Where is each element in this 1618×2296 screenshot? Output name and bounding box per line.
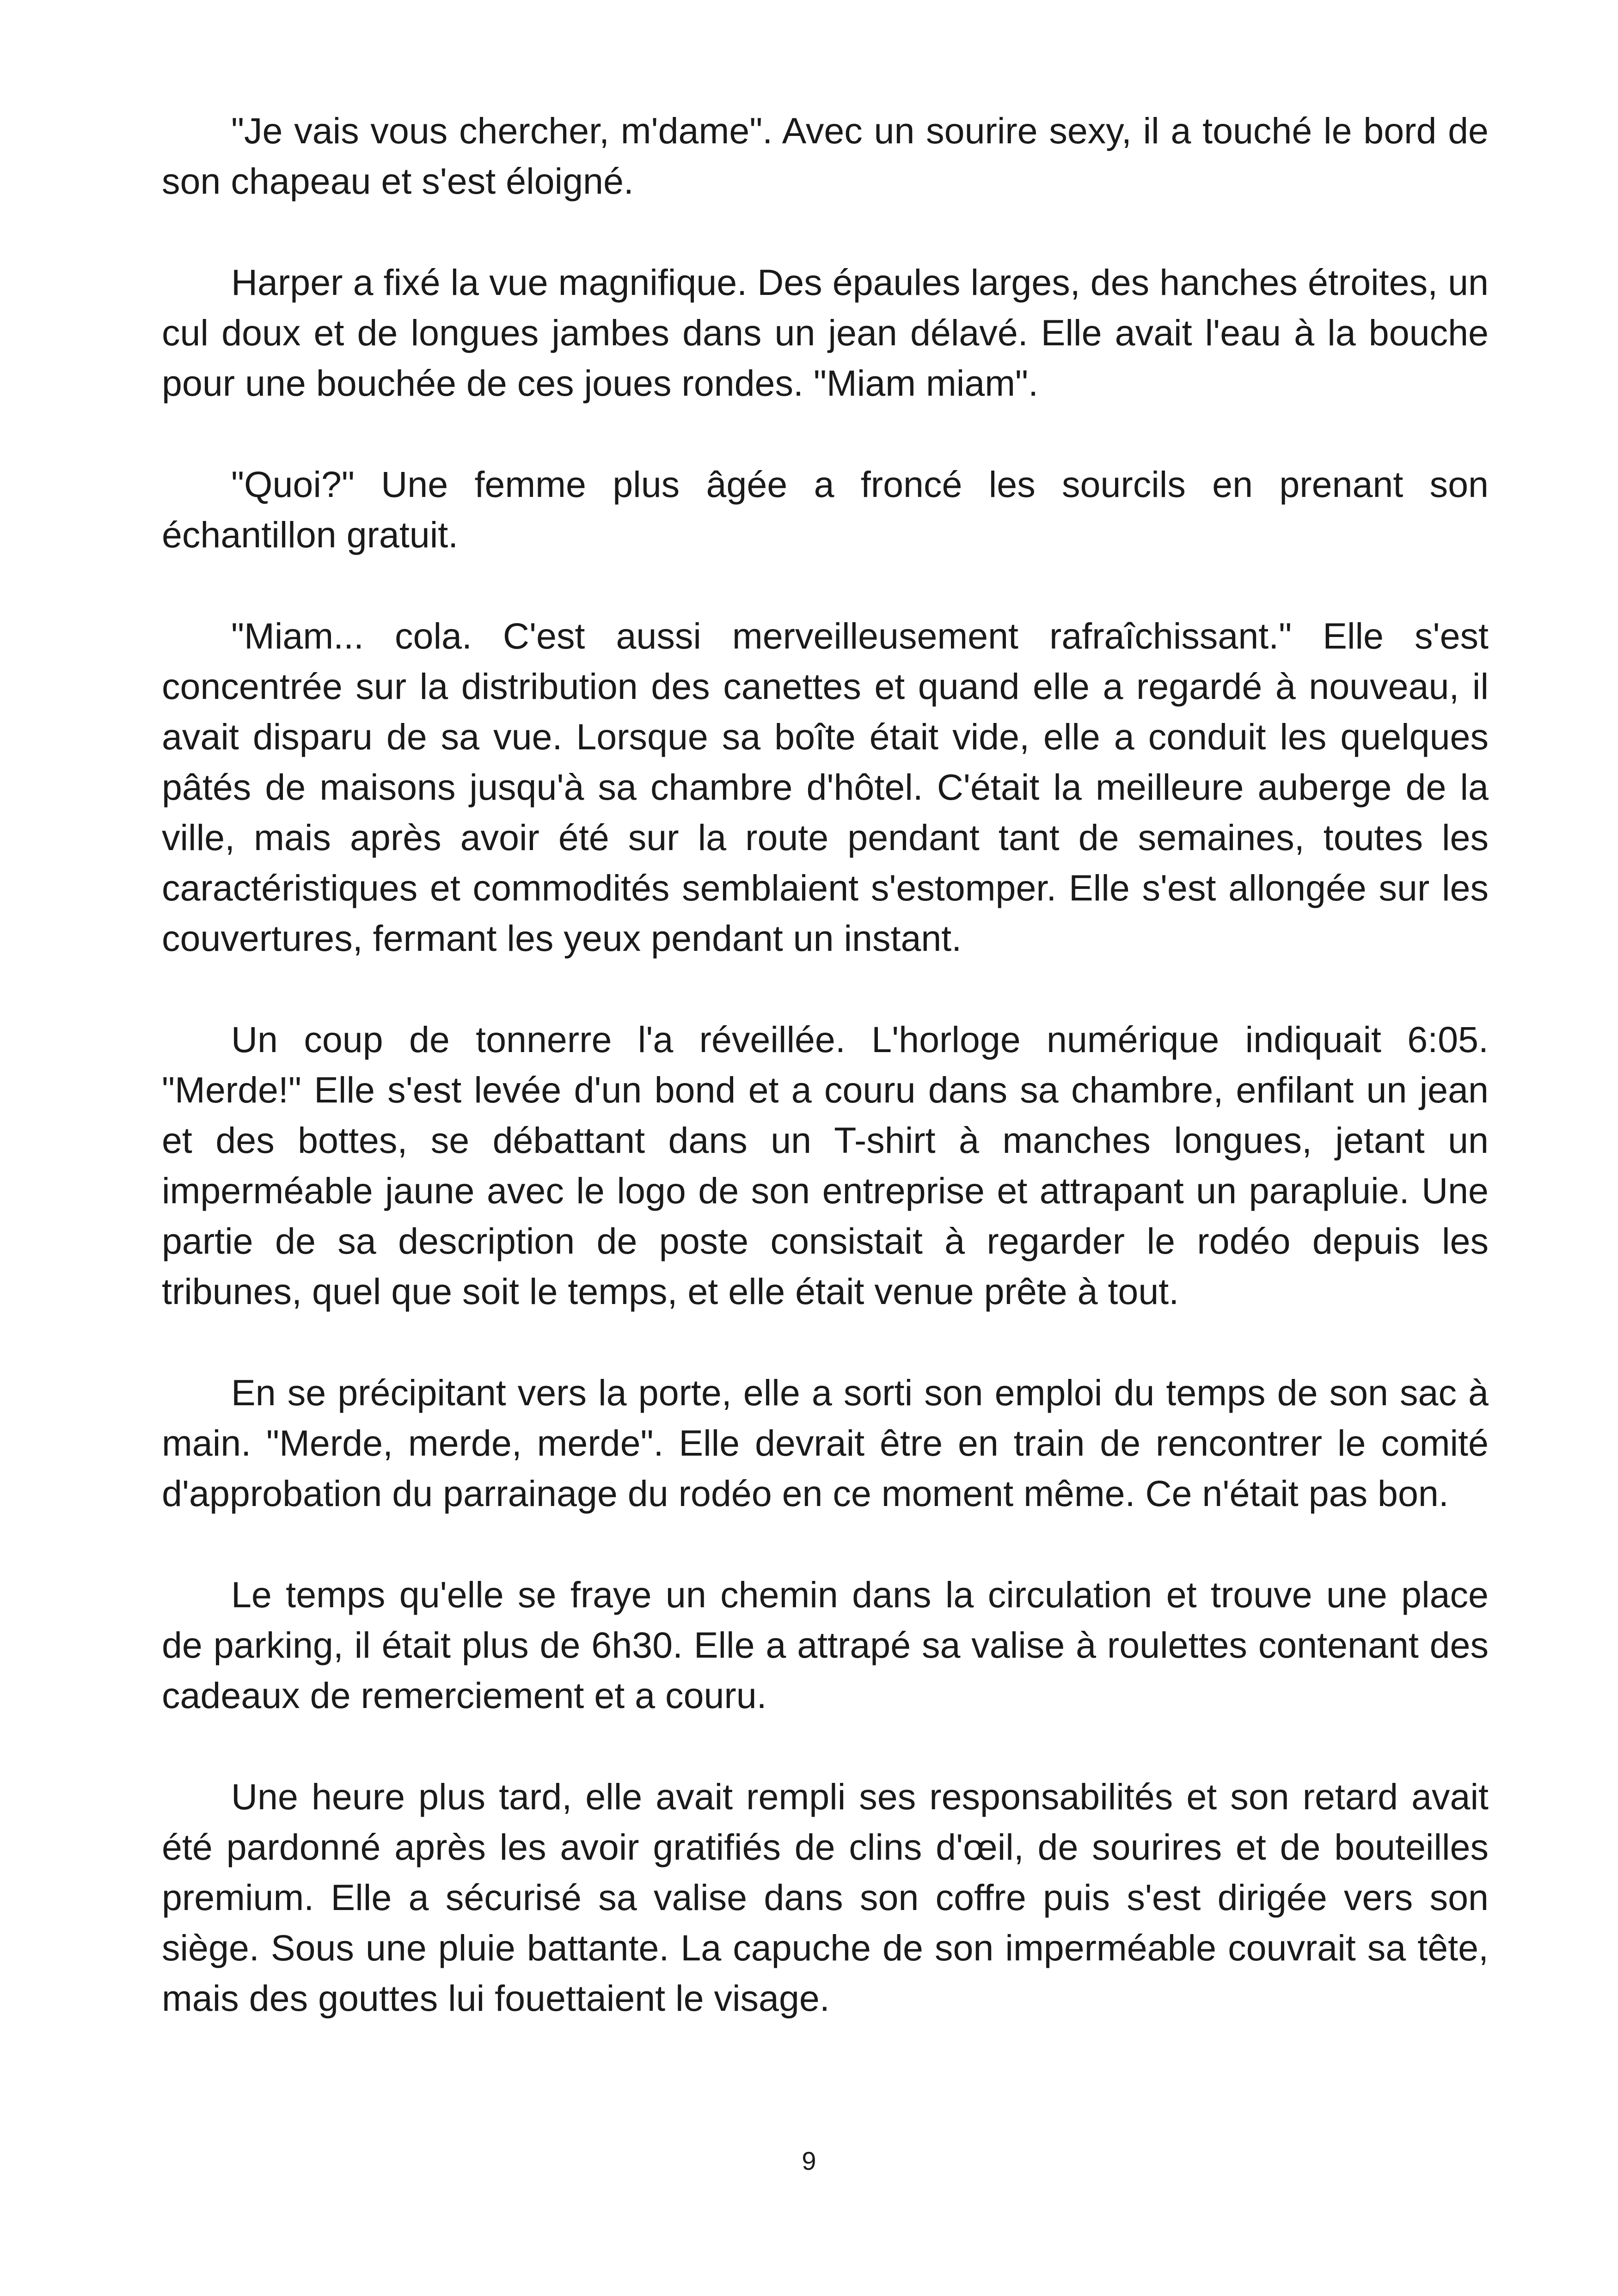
paragraph: "Je vais vous chercher, m'dame". Avec un sourire sexy, il a touché le bord de son chapeau et s'est éloigné. <box>162 110 1489 202</box>
paragraph: Une heure plus tard, elle avait rempli ses responsabilités et son retard avait été pardonné après les avoir gratifiés de clins d'œil, de sourires et de bouteilles premium. Elle a sécurisé sa valise dans son coffre puis s'est dirigée vers son siège. Sous une pluie battante. La capuche de son imperméable couvrait sa tête, mais des gouttes lui fouettaient le visage. <box>162 1776 1489 2019</box>
paragraph: Un coup de tonnerre l'a réveillée. L'horloge numérique indiquait 6:05. "Merde!" Elle s'est levée d'un bond et a couru dans sa chambre, enfilant un jean et des bottes, se débattant dans un T-shirt à manches longues, jetant un imperméable jaune avec le logo de son entreprise et attrapant un parapluie. Une partie de sa description de poste consistait à regarder le rodéo depuis les tribunes, quel que soit le temps, et elle était venue prête à tout. <box>162 1019 1489 1312</box>
paragraph: "Quoi?" Une femme plus âgée a froncé les sourcils en prenant son échantillon gratuit. <box>162 464 1489 555</box>
paragraph: "Miam... cola. C'est aussi merveilleusement rafraîchissant." Elle s'est concentrée sur la distribution des canettes et quand elle a regardé à nouveau, il avait disparu de sa vue. Lorsque sa boîte était vide, elle a conduit les quelques pâtés de maisons jusqu'à sa chambre d'hôtel. C'était la meilleure auberge de la ville, mais après avoir été sur la route pendant tant de semaines, toutes les caractéristiques et commodités semblaient s'estomper. Elle s'est allongée sur les couvertures, fermant les yeux pendant un instant. <box>162 615 1489 959</box>
page-number: 9 <box>802 2146 816 2175</box>
paragraph: Le temps qu'elle se fraye un chemin dans la circulation et trouve une place de parking, il était plus de 6h30. Elle a attrapé sa valise à roulettes contenant des cadeaux de remerciement et a couru. <box>162 1574 1489 1716</box>
paragraph: En se précipitant vers la porte, elle a sorti son emploi du temps de son sac à main. "Merde, merde, merde". Elle devrait être en train de rencontrer le comité d'approbation du parrainage du rodéo en ce moment même. Ce n'était pas bon. <box>162 1372 1489 1514</box>
body-text <box>162 105 1489 2023</box>
paragraph: Harper a fixé la vue magnifique. Des épaules larges, des hanches étroites, un cul doux et de longues jambes dans un jean délavé. Elle avait l'eau à la bouche pour une bouchée de ces joues rondes. "Miam miam". <box>162 262 1489 404</box>
